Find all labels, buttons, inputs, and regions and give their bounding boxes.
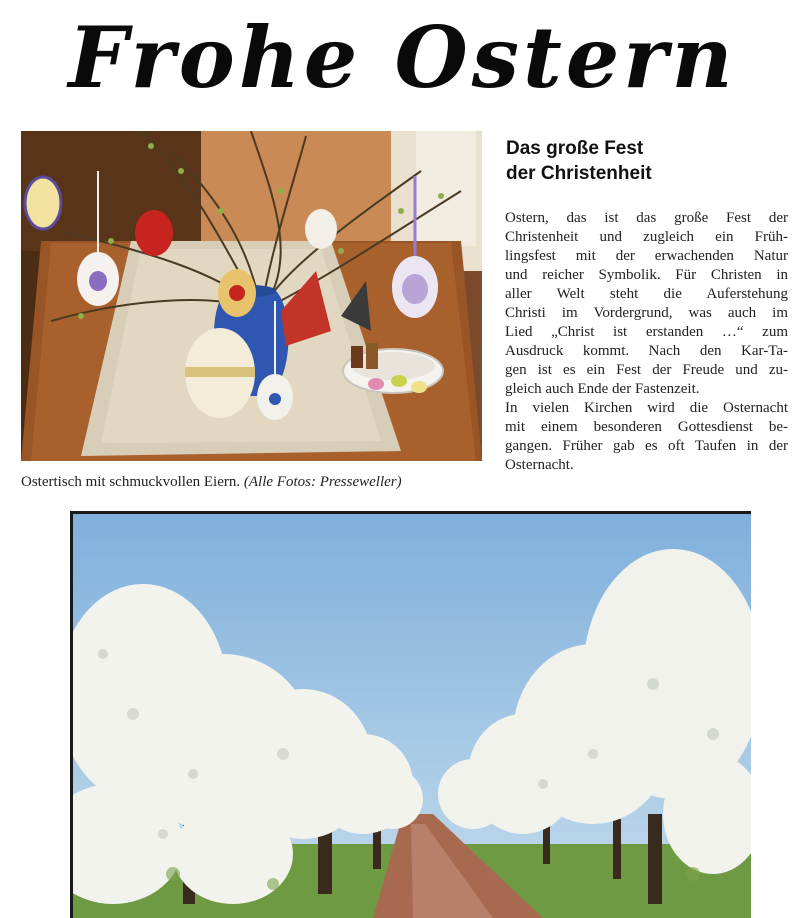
easter-table-photo [21,131,482,461]
body-line: Osternacht. [505,457,574,473]
caption-credit: (Alle Fotos: Presseweller) [243,474,402,490]
body-line: In vielen Kirchen wird die Osternacht [505,400,788,416]
page-title: Frohe Ostern [68,8,737,107]
body-line: Lied „Christ ist erstanden …“ zum [505,324,788,340]
photo-caption [21,474,486,491]
headline-line-1: Das große Fest [506,138,644,159]
body-line: gangen. Früher gab es oft Taufen in der [505,438,788,454]
body-line: Ausdruck kommt. Nach den Kar-Ta- [505,343,788,359]
headline-line-2: der Christenheit [506,163,652,184]
article-body [505,209,788,475]
body-line: Ostern, das ist das große Fest der [505,210,788,226]
body-line: und reicher Symbolik. Für Christen in [505,267,788,283]
body-line: gen ist es ein Fest der Freude und zu- [505,362,788,378]
body-line: Christenheit und zugleich ein Früh- [505,229,788,245]
body-line: mit einem besonderen Gottesdienst be- [505,419,788,435]
caption-text: Ostertisch mit schmuckvollen Eiern. [21,474,241,490]
body-line: gleich auch Ende der Fastenzeit. [505,381,700,397]
orchard-blossom-photo [70,511,751,918]
article-headline [506,136,796,186]
body-line: Christi im Vordergrund, was auch im [505,305,788,321]
body-line: aller Welt steht die Auferstehung [505,286,788,302]
body-line: lingsfest mit der erwachenden Natur [505,248,788,264]
